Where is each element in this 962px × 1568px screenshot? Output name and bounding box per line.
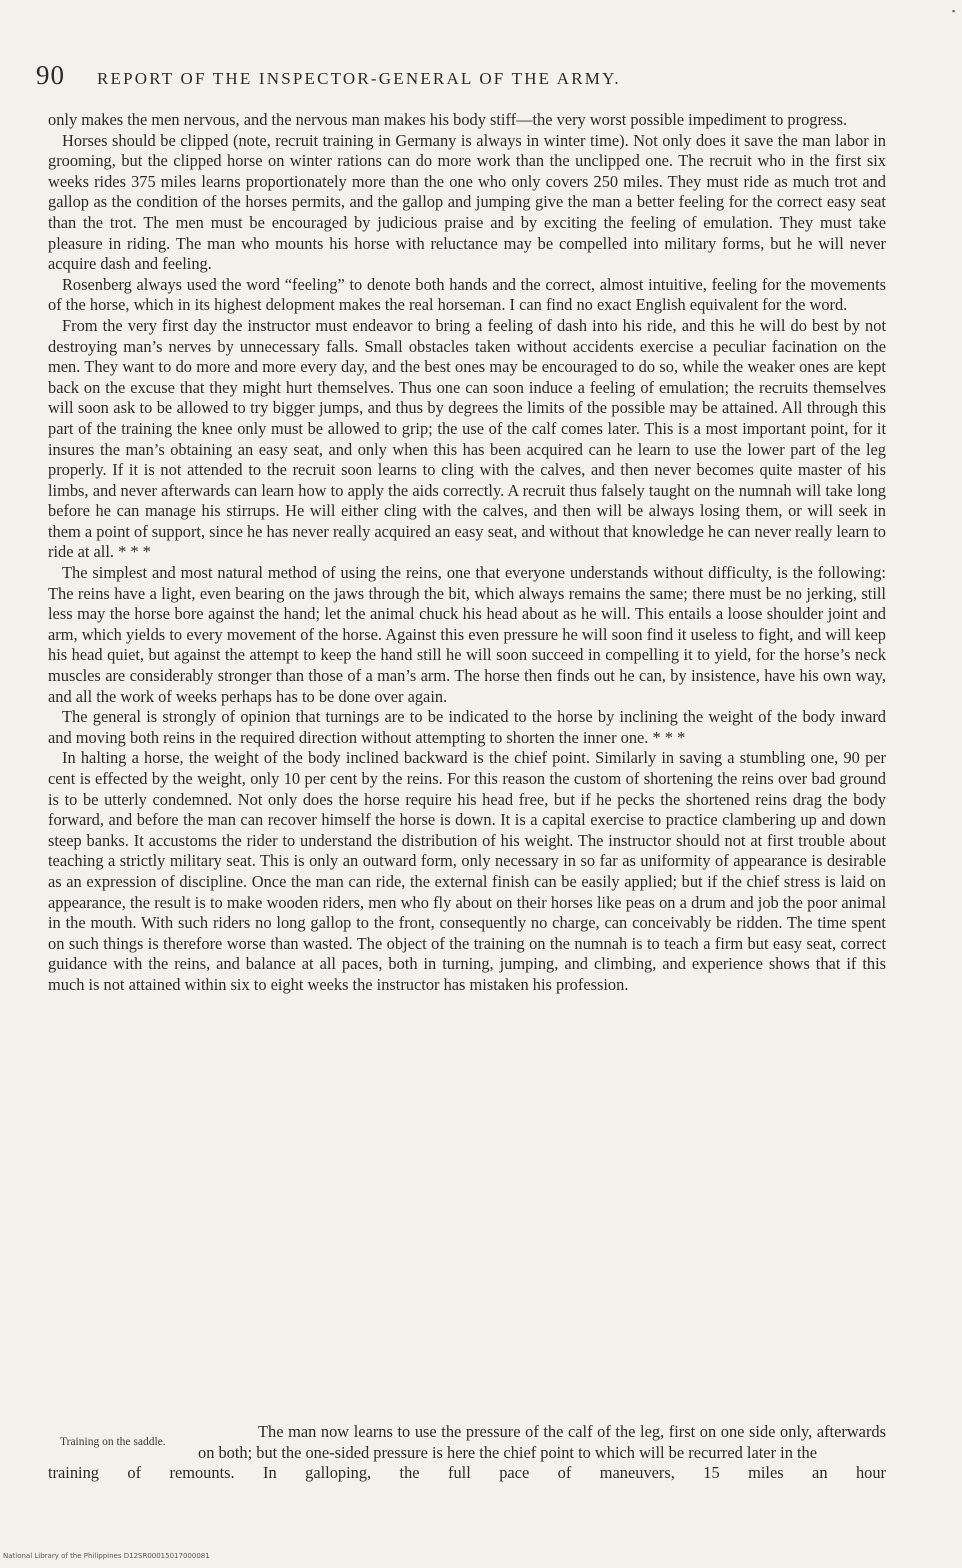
page-number: 90: [36, 60, 65, 90]
paragraph: The man now learns to use the pressure of the calf of the leg, first on one side only, afterwards on both; but the one-sided pressure is here the chief point to which will be recurred later in the: [198, 1422, 886, 1462]
paragraph-last-line: training of remounts. In galloping, the full pace of maneuvers, 15 miles an hour: [48, 1463, 886, 1483]
scan-mark: ▪: [952, 6, 956, 16]
paragraph: From the very first day the instructor must endeavor to bring a feeling of dash into his ride, and this he will do best by not destroying man’s nerves by unnecessary falls. Small obstacles taken without accidents exercise a peculiar facination on the men. They want to do more and more every day, and the best ones may be encouraged to do so, while the weaker ones are kept back on the excuse that they might hurt themselves. Thus one can soon induce a feeling of emulation; the recruits themselves will soon ask to be allowed to try bigger jumps, and thus by degrees the limits of the possible may be attained. All through this part of the training the knee only must be allowed to grip; the use of the calf comes later. This is a most important point, for it insures the man’s obtaining an easy seat, and only when this has been acquired can he learn to use the lower part of the leg properly. If it is not attended to the recruit soon learns to cling with the calves, and then never becomes quite master of his limbs, and never afterwards can learn how to apply the aids correctly. A recruit thus falsely taught on the numnah will take long before he can manage his stirrups. He will either cling with the calves, and then will be always losing them, or will seek in them a point of support, since he has never really acquired an easy seat, and without that knowledge he can never really learn to ride at all. * * *: [48, 315, 886, 562]
margin-note: Training on the saddle.: [60, 1436, 166, 1448]
paragraph: Horses should be clipped (note, recruit training in Germany is always in winter time). Not only does it save the man labor in grooming, but the clipped horse on winter rations can do more work than the unclipped one. The recruit who in the first six weeks rides 375 miles learns proportionately more than the one who only covers 250 miles. They must ride as much trot and gallop as the condition of the horses permits, and the gallop and jumping give the man a better feeling for the correct easy seat than the trot. The men must be encouraged by judicious praise and by exciting the feeling of emulation. They must take pleasure in riding. The man who mounts his horse with reluctance may be compelled into military forms, but he will never acquire dash and feeling.: [48, 130, 886, 274]
page-header: [36, 60, 836, 91]
body-text: [48, 110, 886, 996]
paragraph: only makes the men nervous, and the nervous man makes his body stiff—the very worst possible impediment to progress.: [48, 110, 848, 129]
paragraph: The general is strongly of opinion that turnings are to be indicated to the horse by inclining the weight of the body inward and moving both reins in the required direction without attempting to shorten the inner one. * * *: [48, 707, 886, 747]
scan-credit: National Library of the Philippines D12SR00015017000081: [3, 1552, 210, 1560]
paragraph: In halting a horse, the weight of the body inclined backward is the chief point. Similarly in saving a stumbling one, 90 per cent is effected by the weight, only 10 per cent by the reins. For this reason the custom of shortening the reins over bad ground is to be utterly condemned. Not only does the horse require his head free, but if he pecks the shortened reins drag the body forward, and before the man can recover himself the horse is down. It is a capital exercise to practice clambering up and down steep banks. It accustoms the rider to understand the distribution of his weight. The instructor should not at first trouble about teaching a strictly military seat. This is only an outward form, only necessary in so far as uniformity of appearance is desirable as an expression of discipline. Once the man can ride, the external finish can be easily applied; but if the chief stress is laid on appearance, the result is to make wooden riders, men who fly about on their horses like peas on a drum and job the poor animal in the mouth. With such riders no long gallop to the front, consequently no charge, can conceivably be ridden. The time spent on such things is therefore worse than wasted. The object of the training on the numnah is to teach a firm but easy seat, correct guidance with the reins, and balance at all paces, both in turning, jumping, and climbing, and experience shows that if this much is not attained within six to eight weeks the instructor has mistaken his profession.: [48, 748, 886, 994]
paragraph: Rosenberg always used the word “feeling” to denote both hands and the correct, almost intuitive, feeling for the movements of the horse, which in its highest delopment makes the real horseman. I can find no exact English equivalent for the word.: [48, 274, 886, 315]
sidenote-section: [48, 1422, 886, 1484]
running-head: REPORT OF THE INSPECTOR-GENERAL OF THE ARMY.: [97, 69, 621, 88]
paragraph: The simplest and most natural method of using the reins, one that everyone understands without difficulty, is the following: The reins have a light, even bearing on the jaws through the bit, which always remains the same; there must be no jerking, still less may the horse bore against the hand; let the animal chuck his head about as he will. This entails a loose shoulder joint and arm, which yields to every movement of the horse. Against this even pressure he will soon find it useless to fight, and will keep his head quiet, but against the attempt to keep the hand still he will soon succeed in compelling it to yield, for the horse’s neck muscles are considerably stronger than those of a man’s arm. The horse then finds out he can, by insistence, have his own way, and all the work of weeks perhaps has to be done over again.: [48, 563, 886, 706]
